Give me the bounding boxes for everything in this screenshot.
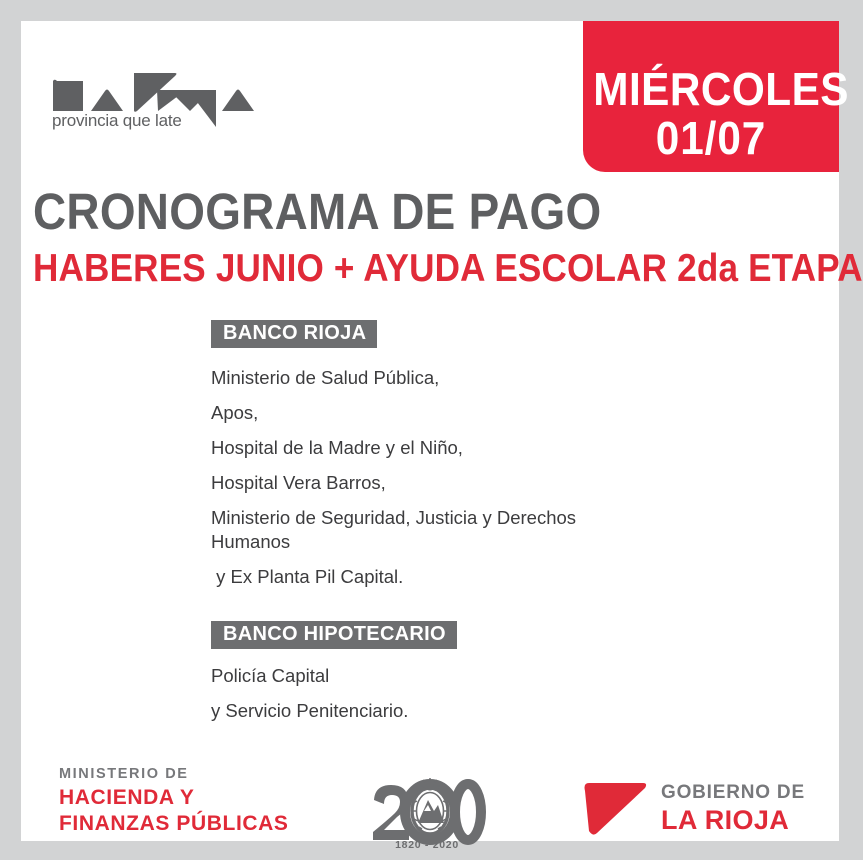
gobierno-de-la-rioja-logo — [583, 773, 813, 843]
provincia-que-late-logo — [36, 59, 276, 134]
list-item: y Servicio Penitenciario. — [211, 700, 409, 721]
section-banco-hipotecario — [211, 621, 641, 728]
gobierno-triangle-icon — [583, 781, 649, 837]
page-title: CRONOGRAMA DE PAGO — [33, 183, 602, 240]
poster-card — [21, 21, 863, 851]
bicentenario-logo — [368, 778, 486, 850]
section-header — [211, 320, 641, 348]
date-day-of-week: MIÉRCOLES — [593, 63, 849, 115]
ministerio-line-1: MINISTERIO DE — [59, 766, 189, 782]
list-item: Apos, — [211, 402, 259, 423]
ministerio-line-3: FINANZAS PÚBLICAS — [59, 811, 289, 835]
list-item: Ministerio de Salud Pública, — [211, 367, 440, 388]
ministerio-line-2: HACIENDA Y — [59, 785, 195, 809]
list-item: y Ex Planta Pil Capital. — [211, 566, 404, 587]
bicentenario-200-icon — [368, 778, 486, 850]
entity-list-banco-hipotecario — [211, 658, 641, 728]
list-item: Policía Capital — [211, 665, 330, 686]
gobierno-line-1: GOBIERNO DE — [661, 782, 805, 803]
gobierno-line-2: LA RIOJA — [661, 805, 790, 835]
gobierno-text-block — [661, 783, 805, 834]
list-item: Ministerio de Seguridad, Justicia y Derechos Humanos — [211, 507, 582, 552]
bicentenario-years: 1820 - 2020 — [395, 839, 459, 851]
footer-ministerio-logo — [59, 767, 289, 834]
logo-wordmark: provincia que late — [52, 111, 182, 130]
date-number: 01/07 — [655, 112, 767, 164]
section-label-banco-rioja: BANCO RIOJA — [211, 320, 377, 348]
entity-list-banco-rioja — [211, 360, 641, 594]
section-label-banco-hipotecario: BANCO HIPOTECARIO — [211, 621, 457, 649]
list-item: Hospital Vera Barros, — [211, 472, 386, 493]
list-item: Hospital de la Madre y el Niño, — [211, 437, 463, 458]
section-banco-rioja — [211, 320, 641, 594]
page-subtitle: HABERES JUNIO + AYUDA ESCOLAR 2da ETAPA — [33, 247, 863, 290]
date-badge — [583, 21, 849, 172]
section-header — [211, 621, 641, 649]
